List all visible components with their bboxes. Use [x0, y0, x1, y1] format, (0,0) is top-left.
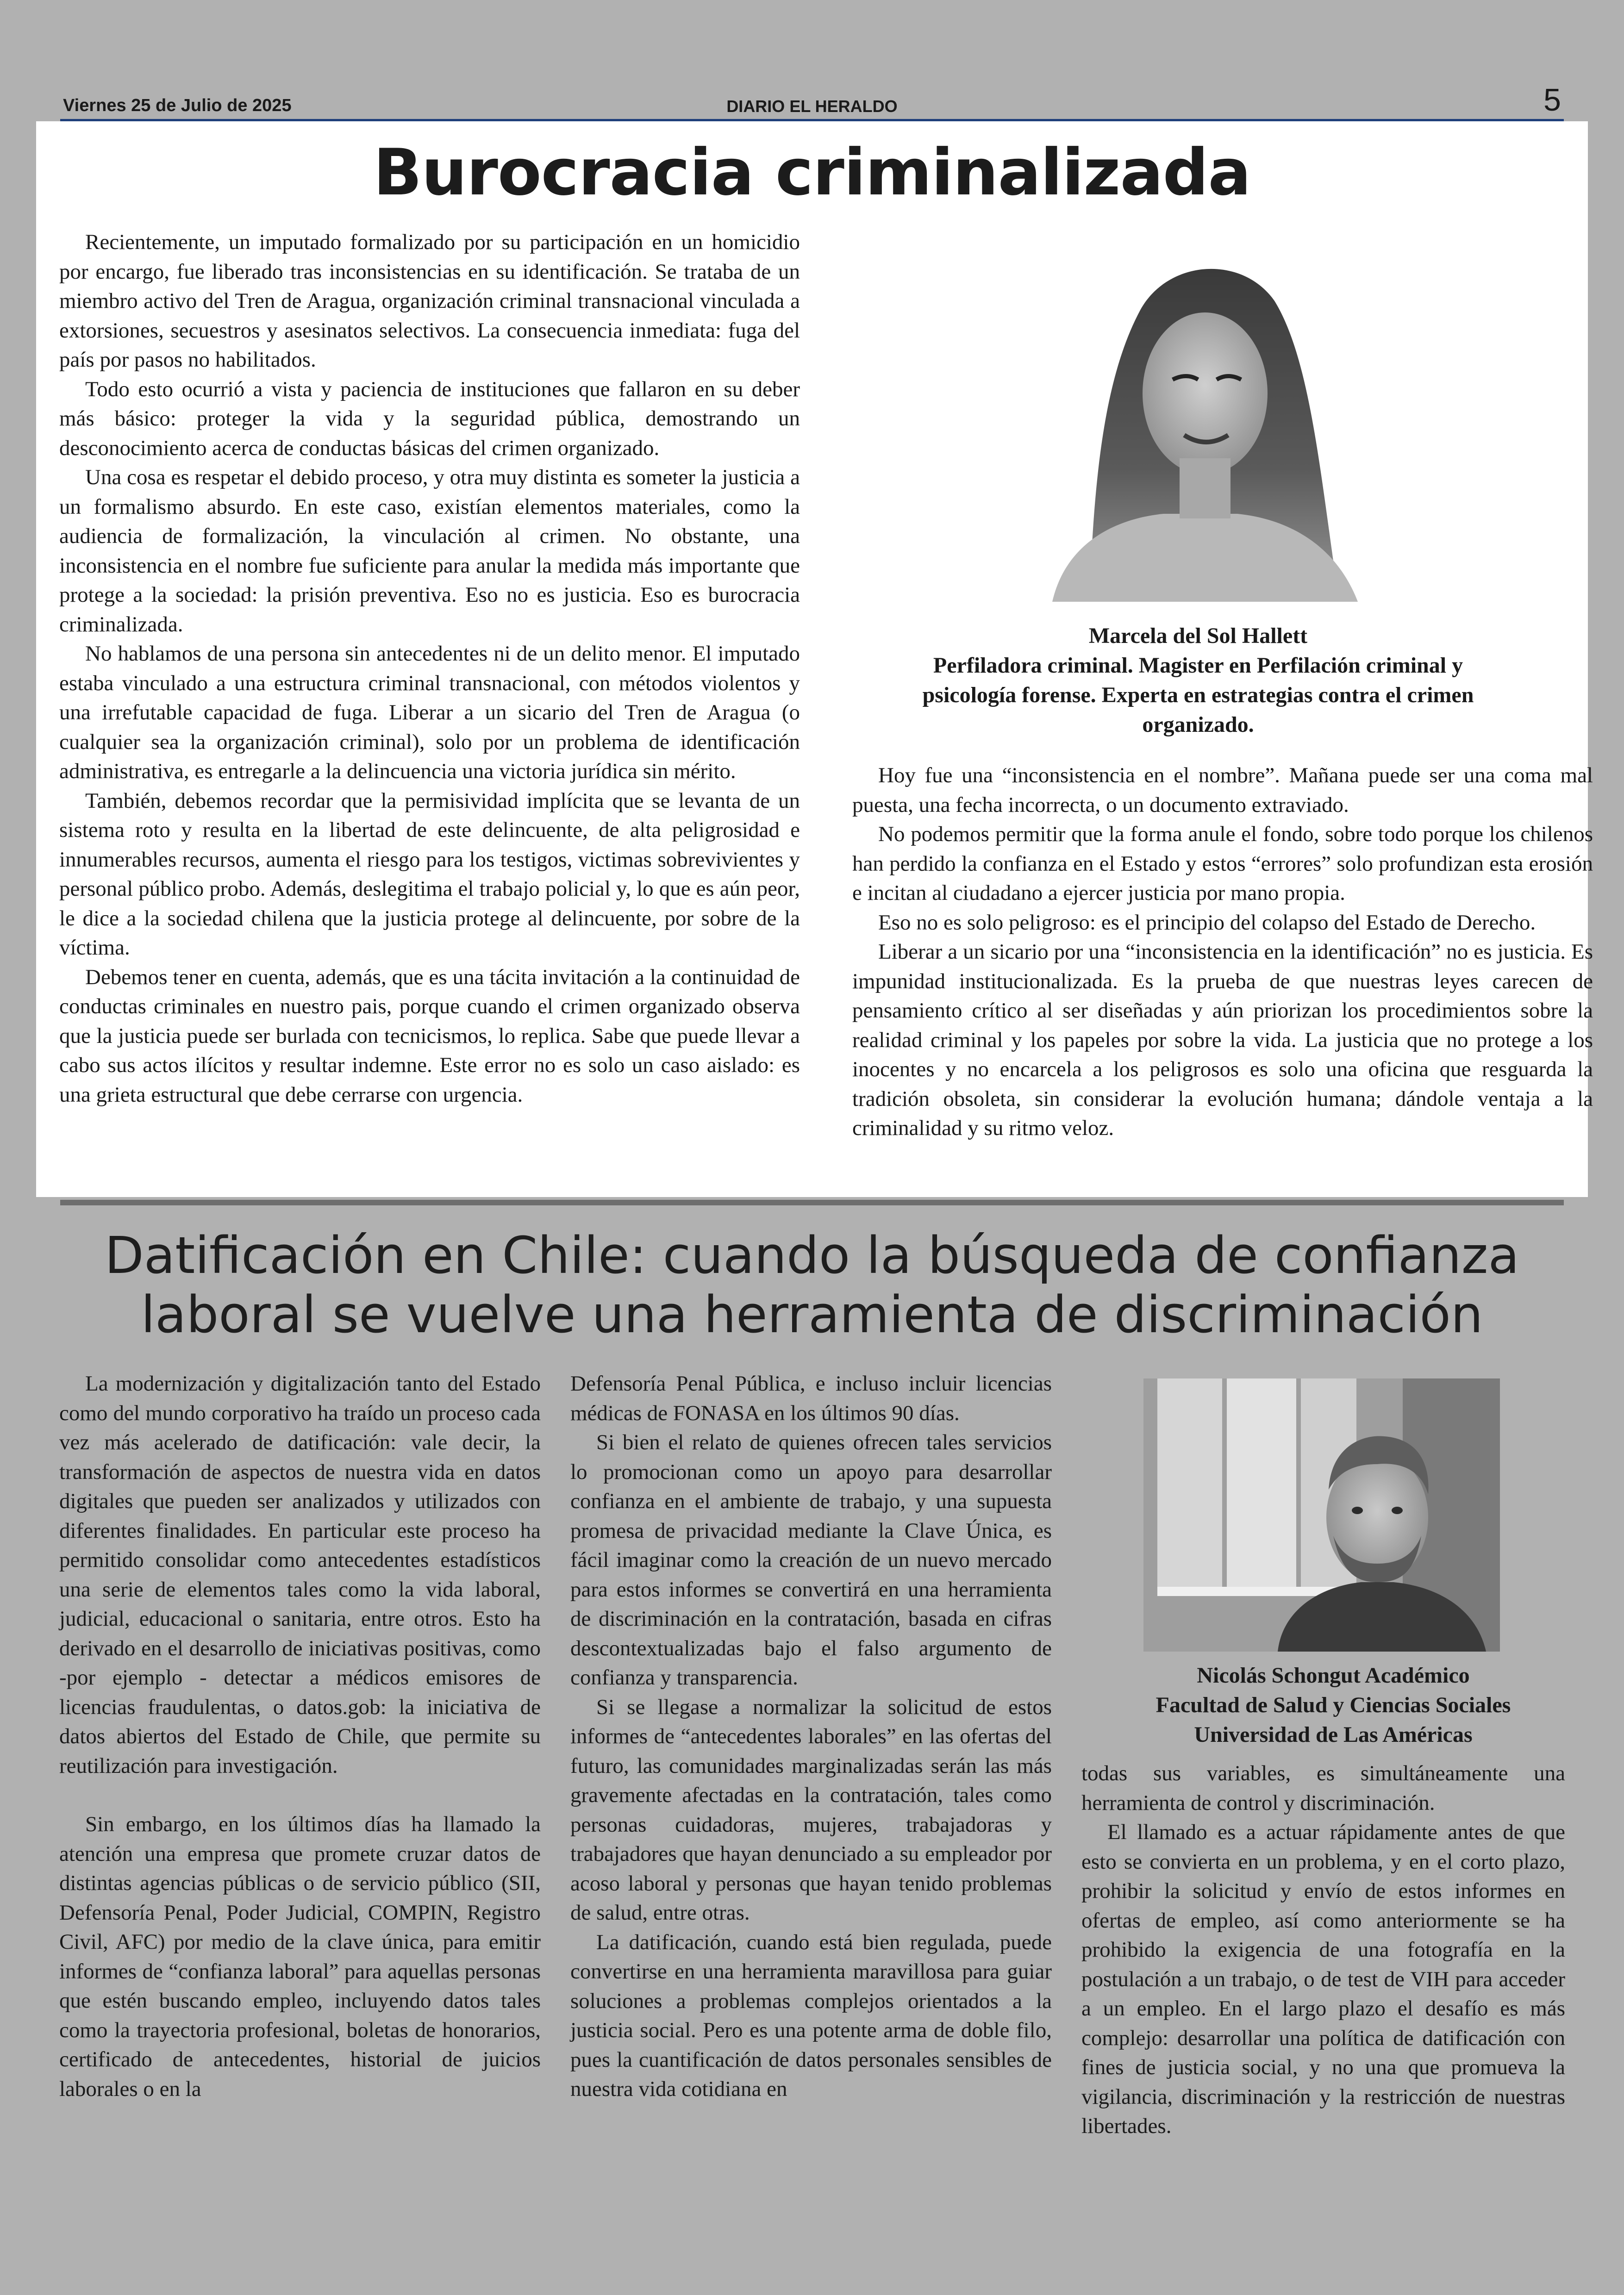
author-photo — [1143, 1378, 1500, 1652]
paragraph: El llamado es a actuar rápidamente antes de que esto se convierta en un problema, y en el corto plazo, prohibir la solicitud y envío de estos informes en ofertas de empleo, así como anteriormente se ha prohibido la exigencia de una fotografía en la postulación a un trabajo, o de test de VIH para acceder a un empleo. En el largo plazo el desafío es más complejo: desarrollar una política de datificación con fines de justicia social, y no una que promueva la vigilancia, discriminación y la restricción de nuestras libertades. — [1081, 1820, 1565, 2138]
paragraph: La modernización y digitalización tanto del Estado como del mundo corporativo ha traído un proceso cada vez más acelerado de datificación: vale decir, la transformación de aspectos de nuestra vida en datos digitales que pueden ser analizados y utilizados con diferentes finalidades. En particular este proceso ha permitido consolidar como antecedentes estadísticos una serie de elementos tales como la vida laboral, judicial, educacional o sanitaria, entre otros. Esto ha derivado en el desarrollo de iniciativas positivas, como -por ejemplo - detectar a médicos emisores de licencias fraudulentas, o datos.gob: la iniciativa de datos abiertos del Estado de Chile, que permite su reutilización para investigación. — [59, 1372, 541, 1778]
paragraph: No hablamos de una persona sin antecedentes ni de un delito menor. El imputado estaba vinculado a una estructura criminal transnacional, con métodos violentos y una irrefutable capacidad de fuga. Liberar a un sicario del Tren de Aragua (o cualquier sea la organización criminal), solo por un problema de identificación administrativa, es entregarle a la delincuencia una victoria jurídica sin mérito. — [59, 642, 800, 783]
paragraph-gap — [59, 1781, 541, 1810]
author-caption — [1083, 1661, 1583, 1750]
portrait-image — [1024, 241, 1372, 602]
paragraph: Si se llegase a normalizar la solicitud de estos informes de “antecedentes laborales” en las ofertas del futuro, las comunidades marginalizadas serán las más gravemente afectadas en la contratación, tales como personas cuidadoras, mujeres, trabajadoras y trabajadores que hayan denunciado a su empleador por acoso laboral y personas que hayan tenido problemas de salud, entre otras. — [570, 1695, 1052, 1925]
newspaper-name: DIARIO EL HERALDO — [726, 97, 898, 116]
paragraph: También, debemos recordar que la permisividad implícita que se levanta de un sistema roto y resulta en la libertad de este delincuente, de alta peligrosidad e innumerables recursos, aumenta el riesgo para los testigos, victimas sobrevivientes y personal público probo. Además, deslegitima el trabajo policial y, lo que es aún peor, le dice a la sociedad chilena que la justicia protege al delincuente, por sobre de la víctima. — [59, 788, 800, 960]
article-1-panel — [36, 121, 1593, 1197]
article-1-left-column — [59, 228, 800, 1110]
paragraph: Debemos tener en cuenta, además, que es una tácita invitación a la continuidad de conductas criminales en nuestro pais, porque cuando el crimen organizado observa que la justicia puede ser burlada con tecnicismos, lo replica. Sabe que puede llevar a cabo sus actos ilícitos y resultar indemne. Este error no es solo un caso aislado: es una grieta estructural que debe cerrarse con urgencia. — [59, 965, 800, 1107]
author-credential: psicología forense. Experta en estrategias contra el crimen — [922, 683, 1474, 707]
author-caption — [869, 621, 1527, 740]
portrait-image — [1143, 1378, 1500, 1652]
paragraph: Defensoría Penal Pública, e incluso incluir licencias médicas de FONASA en los últimos 90 días. — [570, 1372, 1052, 1425]
article-1-right-column — [852, 761, 1593, 1143]
article-2-column-2 — [570, 1369, 1052, 2104]
paragraph: La datificación, cuando está bien regulada, puede convertirse en una herramienta maravillosa para guiar soluciones a problemas complejos orientados a la justicia social. Pero es una potente arma de doble filo, pues la cuantificación de datos personales sensibles de nuestra vida cotidiana en — [570, 1930, 1052, 2101]
section-divider — [60, 1200, 1564, 1205]
article-1-title: Burocracia criminalizada — [373, 135, 1251, 210]
paragraph: Recientemente, un imputado formalizado por su participación en un homicidio por encargo, fue liberado tras inconsistencias en su identificación. Se trataba de un miembro activo del Tren de Aragua, organización criminal transnacional vinculada a extorsiones, secuestros y asesinatos selectivos. La consecuencia inmediata: fuga del país por pasos no habilitados. — [59, 230, 800, 372]
author-affiliation: Universidad de Las Américas — [1194, 1722, 1473, 1747]
paragraph: Una cosa es respetar el debido proceso, y otra muy distinta es someter la justicia a un formalismo absurdo. En este caso, existían elementos materiales, como la audiencia de formalización, la vinculación al crimen. No obstante, una inconsistencia en el nombre fue suficiente para anular la medida más importante que protege a la sociedad: la prisión preventiva. Eso no es justicia. Eso es burocracia criminalizada. — [59, 465, 800, 636]
title-line: laboral se vuelve una herramienta de discriminación — [141, 1285, 1483, 1344]
issue-date: Viernes 25 de Julio de 2025 — [63, 96, 292, 115]
paragraph: Liberar a un sicario por una “inconsistencia en la identificación” no es justicia. Es impunidad institucionalizada. Es la prueba de que nuestras leyes carecen de pensamiento crítico al ser diseñadas y aún priorizan los procedimientos sobre la realidad criminal y los papeles por sobre la vida. La justicia que no protege a los inocentes y no encarcela a los peligrosos es solo una oficina que resguarda la tradición obsoleta, sin considerar la evolución humana; dándole ventaja a la criminalidad y su ritmo veloz. — [852, 940, 1593, 1140]
paragraph: Si bien el relato de quienes ofrecen tales servicios lo promocionan como un apoyo para desarrollar confianza en el ambiente de trabajo, y una supuesta promesa de privacidad mediante la Clave Única, es fácil imaginar como la creación de un nuevo mercado para estos informes se convertirá en una herramienta de discriminación en la contratación, basada en cifras descontextualizadas bajo el falso argumento de confianza y transparencia. — [570, 1430, 1052, 1690]
page-header — [60, 82, 1564, 123]
author-credential: organizado. — [1142, 712, 1254, 737]
page-number: 5 — [1543, 82, 1561, 118]
author-affiliation: Facultad de Salud y Ciencias Sociales — [1156, 1693, 1511, 1717]
paragraph: Todo esto ocurrió a vista y paciencia de instituciones que fallaron en su deber más básico: proteger la vida y la seguridad pública, demostrando un desconocimiento acerca de conductas básicas del crimen organizado. — [59, 377, 800, 460]
article-2-column-3 — [1081, 1759, 1565, 2141]
author-credential: Perfiladora criminal. Magister en Perfilación criminal y — [933, 653, 1463, 678]
paragraph: Hoy fue una “inconsistencia en el nombre”. Mañana puede ser una coma mal puesta, una fecha incorrecta, o un documento extraviado. — [852, 763, 1593, 817]
paragraph: No podemos permitir que la forma anule el fondo, sobre todo porque los chilenos han perdido la confianza en el Estado y estos “errores” solo profundizan esta erosión e incitan al ciudadano a ejercer justicia por mano propia. — [852, 822, 1593, 905]
author-name: Nicolás Schongut Académico — [1197, 1663, 1470, 1688]
paragraph: Eso no es solo peligroso: es el principio del colapso del Estado de Derecho. — [878, 910, 1536, 935]
paragraph: Sin embargo, en los últimos días ha llamado la atención una empresa que promete cruzar datos de distintas agencias públicas o de servicio público (SII, Defensoría Penal, Poder Judicial, COMPIN, Registro Civil, AFC) por medio de la clave única, para emitir informes de “confianza laboral” para aquellas personas que estén buscando empleo, incluyendo datos tales como la trayectoria profesional, boletas de honorarios, certificado de antecedentes, historial de juicios laborales o en la — [59, 1812, 541, 2101]
title-line: Datificación en Chile: cuando la búsqueda de confianza — [105, 1226, 1519, 1285]
article-2-column-1 — [59, 1369, 541, 2104]
article-2-title — [93, 1226, 1531, 1344]
author-photo — [1024, 241, 1372, 602]
paragraph: todas sus variables, es simultáneamente una herramienta de control y discriminación. — [1081, 1761, 1565, 1815]
author-name: Marcela del Sol Hallett — [1088, 624, 1308, 648]
